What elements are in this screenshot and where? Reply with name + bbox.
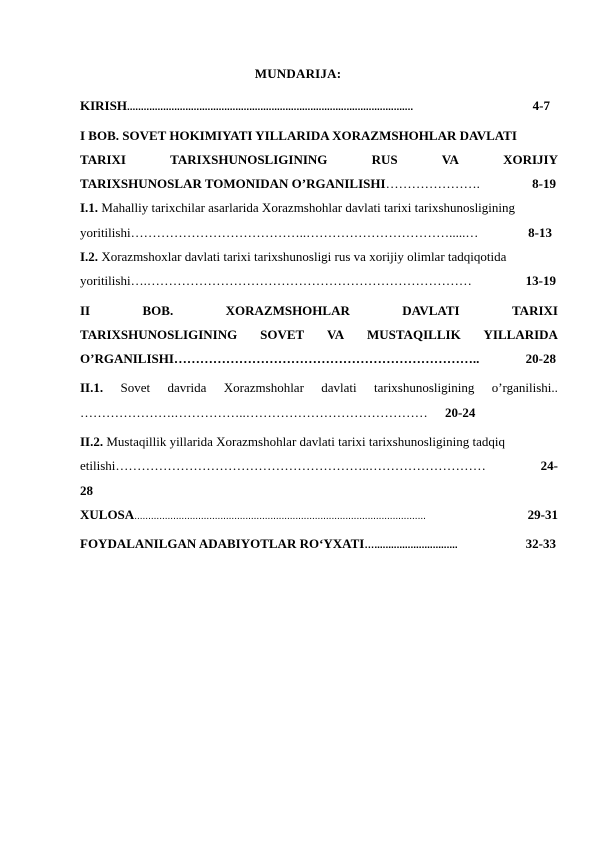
toc-entry-bob2-line2 [80, 327, 558, 343]
section-number: I.1. [80, 200, 99, 215]
page-range-continued: 28 [80, 483, 93, 498]
toc-entry-bob1-line3 [80, 176, 558, 192]
entry-text: Xorazmshoxlar davlati tarixi tarixshunosligi rus va xorijiy olimlar tadqiqotida [101, 249, 507, 264]
entry-text: yoritilishi [80, 225, 131, 240]
page-range: 32-33 [520, 536, 556, 552]
toc-entry-bob1-line2 [80, 152, 558, 168]
toc-entry-s22-line3 [80, 483, 558, 499]
toc-entry-s11-line1[interactable] [80, 200, 558, 216]
word: o’rganilishi.. [491, 380, 558, 395]
page-range: 24- [537, 458, 558, 474]
toc-entry-kirish[interactable] [80, 98, 558, 114]
page-range: 8-19 [532, 176, 556, 191]
page-range: 20-24 [445, 405, 476, 420]
page-range: 4-7 [529, 98, 550, 114]
entry-text: TARIXSHUNOSLAR TOMONIDAN O’RGANILISHI [80, 176, 386, 191]
word: DAVLATI [402, 303, 460, 318]
toc-entry-s21-line1[interactable] [80, 380, 558, 396]
word: XORIJIY [503, 152, 558, 167]
page-range: 29-31 [522, 507, 558, 523]
word: II [80, 303, 91, 318]
word: davrida [167, 380, 207, 395]
toc-entry-s11-line2 [80, 225, 558, 241]
toc-entry-bob2-line1[interactable] [80, 303, 558, 319]
word: Xorazmshohlar [223, 380, 304, 395]
leader-dots: ......................................................................................................... [134, 511, 426, 522]
entry-text: yoritilishi [80, 273, 131, 288]
toc-entry-adabiyotlar[interactable] [80, 536, 558, 552]
word: davlati [321, 380, 357, 395]
toc-entry-s12-line2 [80, 273, 558, 289]
section-number: I.2. [80, 249, 99, 264]
word: MUSTAQILLIK [367, 327, 461, 342]
word: VA [441, 152, 459, 167]
leader-dots: …………………. [385, 176, 480, 191]
toc-entry-bob2-line3 [80, 351, 558, 367]
word: TARIXSHUNOSLIGINING [170, 152, 328, 167]
word: TARIXSHUNOSLIGINING [80, 327, 238, 342]
word: VA [327, 327, 345, 342]
leader-dots: ………………….……………..…………………………………… [80, 405, 428, 420]
entry-text: etilishi [80, 458, 116, 473]
leader-dots: ….………………………………………………………………… [130, 273, 472, 288]
entry-text: O’RGANILISHI [80, 351, 174, 366]
toc-entry-xulosa[interactable] [80, 507, 558, 523]
word: BOB. [142, 303, 174, 318]
toc-entry-s12-line1[interactable] [80, 249, 558, 265]
entry-text: Mahalliy tarixchilar asarlarida Xorazmshohlar davlati tarixi tarixshunosligining [101, 200, 516, 215]
page-range: 8-13 [528, 225, 552, 240]
section-number: II.2. [80, 434, 104, 449]
word: SOVET [260, 327, 305, 342]
entry-label: FOYDALANILGAN ADABIYOTLAR RO‘YXATI [80, 536, 365, 551]
word: TARIXI [80, 152, 126, 167]
toc-entry-s22-line1[interactable] [80, 434, 558, 450]
word: RUS [371, 152, 398, 167]
leader-dots: …………………………………………………..……………………… [115, 458, 486, 473]
word: XORAZMSHOHLAR [225, 303, 350, 318]
entry-label: XULOSA [80, 507, 135, 522]
toc-entry-bob1-line1[interactable] [80, 128, 558, 144]
page-range: 20-28 [522, 351, 556, 367]
leader-dots: …………………………………………………………….. [173, 351, 480, 366]
section-number: II.1. [80, 380, 104, 395]
toc-entry-s22-line2 [80, 458, 558, 474]
word: Sovet [120, 380, 151, 395]
leader-dots: …………………………………..…………………………….....… [130, 225, 479, 240]
page-range: 13-19 [525, 273, 556, 288]
entry-label: KIRISH [80, 98, 127, 113]
entry-text: Mustaqillik yillarida Xorazmshohlar davlati tarixi tarixshunosligining tadqiq [106, 434, 505, 449]
word: tarixshunosligining [373, 380, 475, 395]
word: YILLARIDA [483, 327, 558, 342]
toc-title: MUNDARIJA: [254, 66, 342, 81]
word: TARIXI [511, 303, 558, 318]
leader-dots: ....................................................................................................... [126, 102, 414, 113]
entry-text: I BOB. SOVET HOKIMIYATI YILLARIDA XORAZMSHOHLAR DAVLATI [80, 128, 517, 143]
toc-entry-s21-line2 [80, 405, 558, 421]
leader-dots: ….............................. [364, 540, 458, 551]
